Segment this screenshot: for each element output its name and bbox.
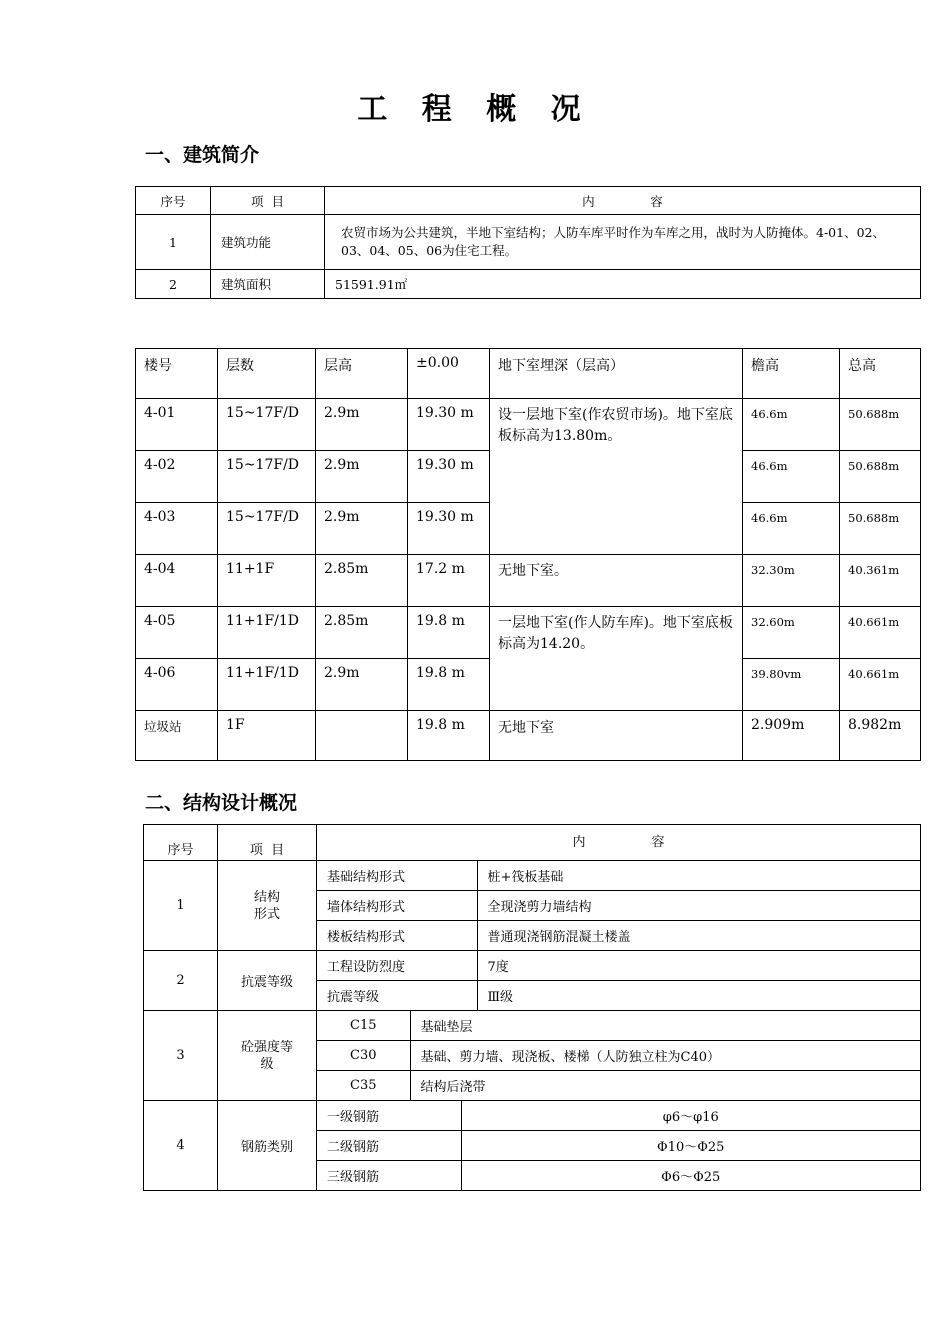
floor-height: 2.9m	[316, 659, 408, 711]
header-floors: 层数	[218, 349, 316, 399]
header-no: 序号	[144, 825, 218, 861]
header-no: 序号	[136, 187, 211, 215]
total-height: 40.661m	[840, 659, 921, 711]
header-building-no: 楼号	[136, 349, 218, 399]
eave-height: 32.60m	[743, 607, 840, 659]
header-floor-height: 层高	[316, 349, 408, 399]
row-key: 二级钢筋	[317, 1131, 461, 1161]
row-no: 2	[136, 270, 211, 299]
row-key: 工程设防烈度	[327, 960, 406, 975]
basement-info: 无地下室。	[490, 555, 743, 607]
floor-height: 2.9m	[316, 503, 408, 555]
header-content: 内 容	[317, 825, 921, 861]
table-row	[144, 951, 921, 1011]
table-row	[144, 1101, 921, 1191]
header-eave-height: 檐高	[743, 349, 840, 399]
row-value: 全现浇剪力墙结构	[477, 891, 920, 921]
floors: 15~17F/D	[218, 399, 316, 451]
page-title: 工 程 概 况	[357, 92, 593, 127]
building-no: 垃圾站	[136, 711, 218, 761]
floors: 1F	[218, 711, 316, 761]
building-floors-table	[135, 348, 921, 761]
floors: 15~17F/D	[218, 451, 316, 503]
building-no: 4-05	[136, 607, 218, 659]
group-item: 砼强度等 级	[218, 1011, 317, 1101]
nested-table	[317, 951, 920, 1010]
table-row	[136, 711, 921, 761]
total-height: 50.688m	[840, 503, 921, 555]
row-value: Ⅲ级	[477, 981, 920, 1011]
total-height: 40.661m	[840, 607, 921, 659]
group-no: 2	[144, 951, 218, 1011]
row-no: 1	[136, 215, 211, 270]
header-item: 项 目	[211, 187, 325, 215]
table-row	[144, 1011, 921, 1101]
table-header-row	[136, 187, 921, 215]
header-content: 内 容	[325, 187, 921, 215]
building-no: 4-03	[136, 503, 218, 555]
floor-height	[316, 711, 408, 761]
floors: 11+1F	[218, 555, 316, 607]
row-key: 一级钢筋	[327, 1110, 380, 1125]
row-key: C35	[317, 1071, 410, 1101]
row-key: C15	[350, 1018, 377, 1033]
floor-height: 2.85m	[316, 555, 408, 607]
row-key: 抗震等级	[317, 981, 477, 1011]
group-no: 1	[144, 861, 218, 951]
table-row	[136, 607, 921, 659]
row-value: 普通现浇钢筋混凝土楼盖	[477, 921, 920, 951]
row-item: 建筑面积	[211, 270, 325, 299]
total-height: 8.982m	[840, 711, 921, 761]
section1-heading: 一、建筑简介	[145, 144, 260, 166]
zero-level: 19.30 m	[408, 399, 490, 451]
building-no: 4-02	[136, 451, 218, 503]
eave-height: 39.80vm	[743, 659, 840, 711]
building-summary-table	[135, 186, 921, 299]
group-content	[317, 1011, 921, 1101]
row-content: 农贸市场为公共建筑，半地下室结构；人防车库平时作为车库之用，战时为人防掩体。4-01、02、03、04、05、06为住宅工程。	[325, 215, 921, 270]
floor-height: 2.9m	[316, 399, 408, 451]
eave-height: 32.30m	[743, 555, 840, 607]
table-header-row	[136, 349, 921, 399]
zero-level: 19.30 m	[408, 503, 490, 555]
zero-level: 19.8 m	[408, 607, 490, 659]
row-value: 基础垫层	[410, 1011, 920, 1041]
floor-height: 2.85m	[316, 607, 408, 659]
table-row	[136, 270, 921, 299]
row-value: Φ10～Φ25	[461, 1131, 920, 1161]
basement-info: 一层地下室(作人防车库)。地下室底板标高为14.20。	[490, 607, 743, 711]
row-value: 结构后浇带	[410, 1071, 920, 1101]
header-total-height: 总高	[840, 349, 921, 399]
building-no: 4-04	[136, 555, 218, 607]
group-content	[317, 1101, 921, 1191]
nested-table	[317, 1101, 920, 1190]
total-height: 40.361m	[840, 555, 921, 607]
row-value: φ6～φ16	[461, 1101, 920, 1131]
group-item: 钢筋类别	[218, 1101, 317, 1191]
group-content	[317, 861, 921, 951]
table-header-row	[144, 825, 921, 861]
group-no: 3	[144, 1011, 218, 1101]
row-value: 7度	[477, 951, 920, 981]
eave-height: 46.6m	[743, 451, 840, 503]
zero-level: 17.2 m	[408, 555, 490, 607]
floor-height: 2.9m	[316, 451, 408, 503]
total-height: 50.688m	[840, 451, 921, 503]
table-row	[136, 399, 921, 451]
nested-table	[317, 1011, 920, 1100]
header-item: 项 目	[218, 825, 317, 861]
floors: 11+1F/1D	[218, 607, 316, 659]
row-key: 三级钢筋	[317, 1161, 461, 1191]
section2-heading: 二、结构设计概况	[145, 792, 298, 814]
floors: 15~17F/D	[218, 503, 316, 555]
table-row	[136, 555, 921, 607]
group-item: 抗震等级	[218, 951, 317, 1011]
row-value: 基础、剪力墙、现浇板、楼梯（人防独立柱为C40）	[410, 1041, 920, 1071]
group-item: 结构 形式	[218, 861, 317, 951]
row-key: C30	[317, 1041, 410, 1071]
nested-table	[317, 861, 920, 950]
row-value: Φ6～Φ25	[461, 1161, 920, 1191]
structure-design-table	[143, 824, 921, 1191]
eave-height: 46.6m	[743, 399, 840, 451]
zero-level: 19.30 m	[408, 451, 490, 503]
building-no: 4-01	[136, 399, 218, 451]
zero-level: 19.8 m	[408, 659, 490, 711]
group-no: 4	[144, 1101, 218, 1191]
row-key: 楼板结构形式	[317, 921, 477, 951]
row-value: 桩+筏板基础	[477, 861, 920, 891]
row-content: 51591.91㎡	[325, 270, 921, 299]
row-item: 建筑功能	[211, 215, 325, 270]
eave-height: 2.909m	[743, 711, 840, 761]
floors: 11+1F/1D	[218, 659, 316, 711]
row-key: 基础结构形式	[327, 870, 406, 885]
header-basement: 地下室埋深（层高）	[490, 349, 743, 399]
basement-info: 设一层地下室(作农贸市场)。地下室底板标高为13.80m。	[490, 399, 743, 555]
group-content	[317, 951, 921, 1011]
row-key: 墙体结构形式	[317, 891, 477, 921]
basement-info: 无地下室	[490, 711, 743, 761]
total-height: 50.688m	[840, 399, 921, 451]
table-row	[136, 215, 921, 270]
table-row	[144, 861, 921, 951]
header-zero-level: ±0.00	[408, 349, 490, 399]
eave-height: 46.6m	[743, 503, 840, 555]
zero-level: 19.8 m	[408, 711, 490, 761]
building-no: 4-06	[136, 659, 218, 711]
